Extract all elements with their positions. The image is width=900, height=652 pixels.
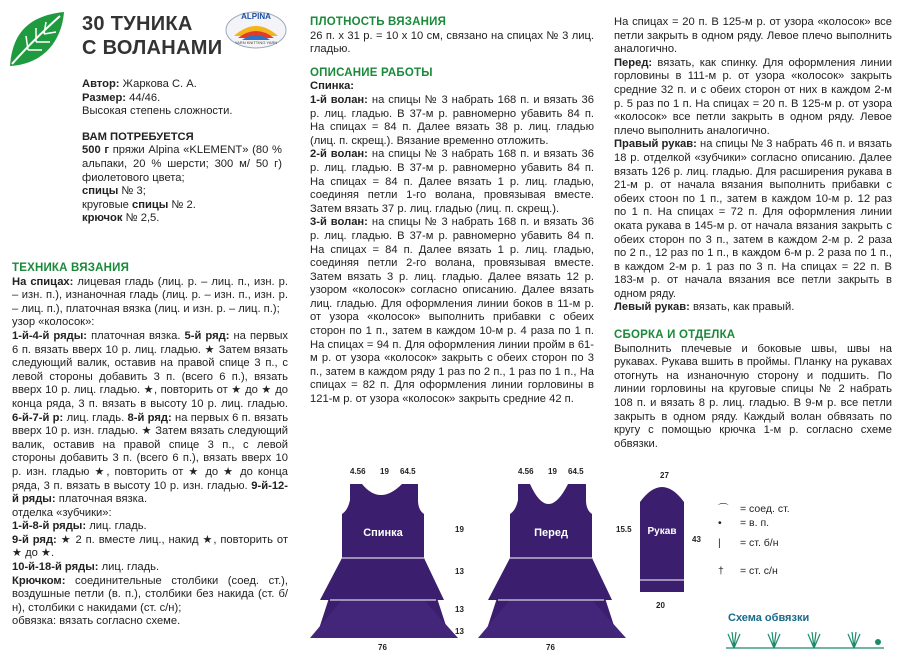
scheme-title: Схема обвязки bbox=[728, 612, 810, 624]
front-label: Перед bbox=[534, 527, 568, 539]
svg-text:4.56: 4.56 bbox=[350, 467, 366, 476]
column-left: Автор: Жаркова С. А. Размер: 44/46. Высокая степень сложности. ВАМ ПОТРЕБУЕТСЯ 500 г пряжи Alpina «KLEMENT» (80 % альпаки, 20 % шерсти; 300 м/ 50 г) фиолетового цвета; спицы № 3; круговые спицы № 2. крючок № 2,5. bbox=[82, 78, 282, 225]
legend-item: | = ст. б/н bbox=[718, 537, 779, 549]
logo-text: ALPINA bbox=[241, 12, 271, 21]
svg-text:19: 19 bbox=[380, 467, 389, 476]
svg-text:15.5: 15.5 bbox=[616, 525, 632, 534]
page-title: 30 ТУНИКА С ВОЛАНАМИ bbox=[82, 13, 223, 59]
svg-text:19: 19 bbox=[548, 467, 557, 476]
front-diagram bbox=[478, 484, 626, 638]
svg-text:64.5: 64.5 bbox=[568, 467, 584, 476]
leaf-logo-icon bbox=[6, 8, 68, 70]
sleeve-diagram bbox=[640, 487, 684, 592]
back-label: Спинка bbox=[363, 527, 403, 539]
svg-text:19: 19 bbox=[455, 525, 464, 534]
column-middle: ПЛОТНОСТЬ ВЯЗАНИЯ 26 п. х 31 р. = 10 х 10 см, связано на спицах № 3 лиц. гладью. ОПИСАНИЕ РАБОТЫ Спинка: 1-й волан: на спицы № 3 набрать 168 п. и вязать 36 р. лиц. гладью. В 37-м р. равномерно убавить 84 п. На спицах = 84 п. Далее вязать 38 р. лиц. гладью (лиц. п. скрещ.). Вязание временно отложить. 2-й волан: на спицы № 3 набрать 168 п. и вязать 36 р. лиц. гладью. В 37-м р. равномерно убавить 84 п. На спицах = 84 п. Далее вязать 1 р. лиц. гладью, соединяя петли 1-го волана, провязывая вместе. Затем вязать 37 р. лиц. гладью (лиц. п. скрещ.). 3-й волан: на спицы № 3 набрать 168 п. и вязать 36 р. лиц. гладью. В 37-м р. равномерно убавить 84 п. На спицах = 84 п. Далее вязать 1 р. лиц. гладью, соединяя петли 2-го волана, провязывая вместе. Затем вязать 3 р. лиц. гладью. Далее вязать 12 р. узором «колосок» согласно описанию. Далее вязать лиц. гладью. Для оформления линии боков в 11-м р. от узора «колосок» выполнить прибавки с обеих сторон по 1 п., затем в каждом 10-м р. 4 раза по 1 п. На спицах = 94 п. Для оформления линии пройм в 61-м р. от узора «колосок» закрыть с обеих сторон по 3 п., затем в каждом ряду 1 раз по 2 п., 1 раз по 1 п., На спицах = 82 п. Для оформления линии горловины в 121-м р. от узора «колосок» закрыть средние 42 п. bbox=[310, 16, 594, 406]
density-title: ПЛОТНОСТЬ ВЯЗАНИЯ bbox=[310, 16, 447, 28]
alpina-logo bbox=[224, 10, 288, 50]
logo-subtext: YARN KNITTING YARN bbox=[234, 40, 278, 45]
pattern-diagrams bbox=[300, 462, 700, 652]
svg-text:4.56: 4.56 bbox=[518, 467, 534, 476]
svg-text:76: 76 bbox=[378, 643, 387, 652]
assembly-title: СБОРКА И ОТДЕЛКА bbox=[614, 329, 736, 342]
svg-text:13: 13 bbox=[455, 567, 464, 576]
sleeve-label: Рукав bbox=[647, 526, 677, 537]
svg-text:27: 27 bbox=[660, 471, 669, 480]
materials-title: ВАМ ПОТРЕБУЕТСЯ bbox=[82, 130, 194, 143]
description-title: ОПИСАНИЕ РАБОТЫ bbox=[310, 66, 433, 79]
column-right: На спицах = 20 п. В 125-м р. от узора «колосок» все петли закрыть в одном ряду. Левое плечо выполнить аналогично. Перед: вязать, как спинку. Для оформления линии горловины в 111-м р. от узора «колосок» закрыть средние 32 п. и с обеих сторон от них в каждом 2-м р. 5 раз по 1 п. На спицах = 20 п. В 125-м р. от узора «колосок» все петли закрыть в одном ряду. Левое плечо выполнить аналогично. Правый рукав: на спицы № 3 набрать 46 п. и вязать 18 р. отделкой «зубчики» согласно описанию. Далее вязать 126 р. лиц. гладью. Для расширения рукава в 21-м р. от начала вязания выполнить прибавки с обеих стоон по 1 п., затем в каждом 10-м р. 12 раз по 1 п. На спицах = 72 п. Для оформления линии оката рукава в 145-м р. от начала вязания закрыть с обеих сторон по 3 п., затем в каждом 2-м р. 2 раза по 2 п., 12 раз по 1 п., в каждом 6-м р. 2 раза по 1 п., в каждом 2-м р. 1 раз по 3 п. На спицах = 22 п. В 183-м р. от начала вязания все петли закрыть в одном ряду. Левый рукав: вязать, как правый. СБОРКА И ОТДЕЛКА Выполнить плечевые и боковые швы, швы на рукавах. Рукава вшить в проймы. Планку на рукавах отогнуть на изнаночную сторону и подшить. По линии горловины на круговые спицы № 2 набрать 108 п. и вязать 8 р. лиц. гладью. В 9-м р. все петли закрыть в одном ряду. Каждый волан обвязать по кругу с помощью крючка 1-м р. согласно схеме обвязки. bbox=[614, 16, 893, 450]
svg-text:20: 20 bbox=[656, 601, 665, 610]
legend-item: • = в. п. bbox=[718, 517, 770, 529]
svg-text:13: 13 bbox=[455, 605, 464, 614]
scheme-graphic bbox=[724, 628, 894, 650]
technique-title: ТЕХНИКА ВЯЗАНИЯ bbox=[12, 262, 130, 274]
legend-item: † = ст. с/н bbox=[718, 565, 778, 577]
svg-text:64.5: 64.5 bbox=[400, 467, 416, 476]
svg-text:43: 43 bbox=[692, 535, 701, 544]
technique-section: ТЕХНИКА ВЯЗАНИЯ На спицах: лицевая гладь (лиц. р. – лиц. п., изн. р. – изн. п.), изнаночная гладь (лиц. р. – изн. п., изн. р. – лиц. п.), платочная вязка (лиц. и изн. р. – лиц. п.); узор «колосок»: 1-й-4-й ряды: платочная вязка. 5-й ряд: на первых 6 п. вязать вверх 10 р. лиц. гладью. ★ Затем вязать следующий валик, оставив на правой спице 3 п., с левой стороны добавить 3 п. (всего 6 п.), вязать вверх 10 р. лиц. гладью. ★, повторить от ★ до ★ до конца ряда, 3 п. вязать в высоту 10 р. лиц. гладью. 6-й-7-й р: лиц. гладь. 8-й ряд: на первых 6 п. вязать вверх 10 р. изн. гладью. ★ Затем вязать следующий валик, оставив на правой спице 3 п., с левой стороны добавить 3 п. (всего 6 п.), вязать вверх 10 р. изн. гладью ★, повторить от ★ до ★ до конца ряда, 3 п. вязать в высоту 10 р. изн. гладью. 9-й-12-й ряды: платочная вязка. отделка «зубчики»: 1-й-8-й ряды: лиц. гладь. 9-й ряд: ★ 2 п. вместе лиц., накид ★, повторить от ★ до ★. 10-й-18-й ряды: лиц. гладь. Крючком: соединительные столбики (соед. ст.), воздушные петли (в. п.), столбики без накида (ст. б/н), столбики с накидами (ст. с/н); обвязка: вязать согласно схеме. bbox=[12, 262, 289, 628]
svg-text:76: 76 bbox=[546, 643, 555, 652]
crochet-legend bbox=[718, 502, 888, 578]
back-diagram bbox=[310, 484, 458, 638]
svg-text:13: 13 bbox=[455, 627, 464, 636]
legend-item: ⌒ = соед. ст. bbox=[718, 503, 790, 515]
